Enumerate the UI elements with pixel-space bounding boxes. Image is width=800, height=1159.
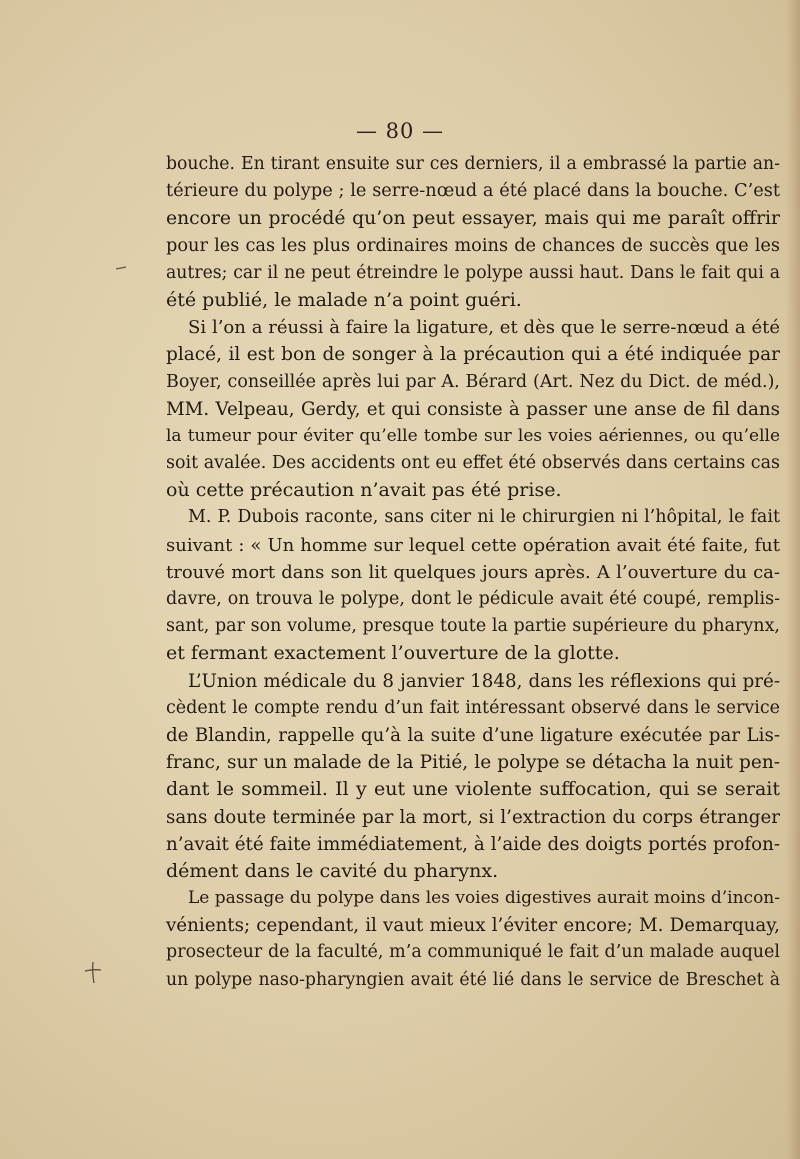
text-line: térieure du polype ; le serre-nœud a été placé dans la bouche. C’est xyxy=(166,181,780,202)
text-line: M. P. Dubois raconte, sans citer ni le chirurgien ni l’hôpital, le fait xyxy=(188,507,780,528)
text-line: été publié, le malade n’a point guéri. xyxy=(166,288,522,311)
text-line: franc, sur un malade de la Pitié, le polype se détacha la nuit pen- xyxy=(166,752,780,774)
text-line: où cette précaution n’avait pas été prise. xyxy=(166,479,562,502)
text-line: Si l’on a réussi à faire la ligature, et dès que le serre-nœud a été xyxy=(188,317,780,339)
text-line: Boyer, conseillée après lui par A. Bérard (Art. Nez du Dict. de méd.), xyxy=(166,371,780,392)
text-line: soit avalée. Des accidents ont eu effet été observés dans certains cas xyxy=(166,453,780,474)
text-line: sans doute terminée par la mort, si l’extraction du corps étranger xyxy=(166,806,780,828)
text-line: autres; car il ne peut étreindre le polype aussi haut. Dans le fait qui a xyxy=(166,262,780,283)
text-line: trouvé mort dans son lit quelques jours après. A l’ouverture du ca- xyxy=(166,561,780,583)
text-line: encore un procédé qu’on peut essayer, mais qui me paraît offrir xyxy=(166,208,780,230)
text-line: vénients; cependant, il vaut mieux l’éviter encore; M. Demarquay, xyxy=(166,915,780,937)
page-number: — 80 — xyxy=(355,119,445,143)
body-text xyxy=(166,151,780,994)
text-line: n’avait été faite immédiatement, à l’aide des doigts portés profon- xyxy=(166,833,780,855)
margin-cross-mark xyxy=(84,960,102,984)
text-line: davre, on trouva le polype, dont le pédicule avait été coupé, remplis- xyxy=(166,589,780,609)
text-line: suivant : « Un homme sur lequel cette opération avait été faite, fut xyxy=(166,534,780,556)
text-line: cèdent le compte rendu d’un fait intéressant observé dans le service xyxy=(166,697,780,718)
text-line: prosecteur de la faculté, m’a communiqué le fait d’un malade auquel xyxy=(166,942,780,963)
margin-dash-mark xyxy=(116,266,126,270)
text-line: Le passage du polype dans les voies digestives aurait moins d’incon- xyxy=(188,888,780,909)
text-line: et fermant exactement l’ouverture de la glotte. xyxy=(166,642,620,665)
text-line: la tumeur pour éviter qu’elle tombe sur les voies aériennes, ou qu’elle xyxy=(166,425,780,446)
text-line: bouche. En tirant ensuite sur ces derniers, il a embrassé la partie an- xyxy=(166,154,780,174)
page-edge-shadow xyxy=(786,0,800,1159)
text-line: MM. Velpeau, Gerdy, et qui consiste à passer une anse de fil dans xyxy=(166,398,780,420)
text-line: pour les cas les plus ordinaires moins de chances de succès que les xyxy=(166,235,780,256)
text-line: de Blandin, rappelle qu’à la suite d’une ligature exécutée par Lis- xyxy=(166,724,780,746)
text-line: dant le sommeil. Il y eut une violente suffocation, qui se serait xyxy=(166,778,780,801)
text-line: un polype naso-pharyngien avait été lié dans le service de Breschet à xyxy=(166,969,780,990)
text-line: placé, il est bon de songer à la précaution qui a été indiquée par xyxy=(166,344,780,366)
text-line: L’Union médicale du 8 janvier 1848, dans les réflexions qui pré- xyxy=(188,670,780,692)
text-line: sant, par son volume, presque toute la partie supérieure du pharynx, xyxy=(166,616,780,637)
text-line: dément dans le cavité du pharynx. xyxy=(166,859,499,882)
